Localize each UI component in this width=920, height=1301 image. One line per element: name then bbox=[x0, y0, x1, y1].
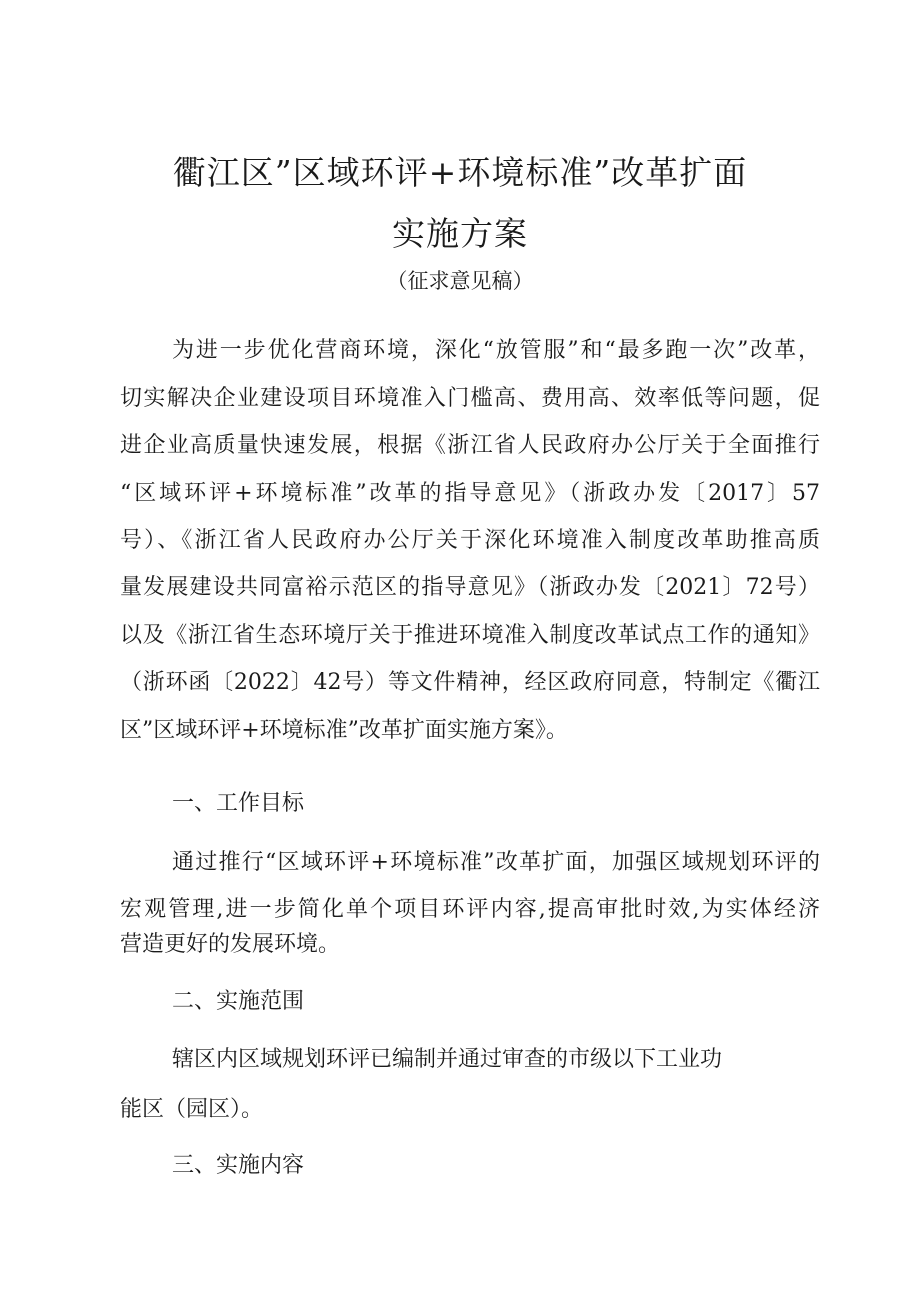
intro-line-8: （浙环函〔2022〕42号）等文件精神，经区政府同意，特制定《衢江 bbox=[120, 670, 820, 695]
intro-line-4: “区域环评+环境标准”改革的指导意见》（浙政办发〔2017〕57 bbox=[120, 481, 820, 506]
intro-line-9: 区”区域环评+环境标准”改革扩面实施方案》。 bbox=[120, 718, 568, 743]
intro-line-2: 切实解决企业建设项目环境准入门槛高、费用高、效率低等问题，促 bbox=[120, 386, 820, 411]
intro-line-6: 量发展建设共同富裕示范区的指导意见》（浙政办发〔2021〕72号） bbox=[120, 575, 820, 600]
document-subtitle: （征求意见稿） bbox=[386, 269, 534, 293]
document-title-line-1: 衢江区”区域环评+环境标准”改革扩面 bbox=[172, 153, 748, 192]
section-2-line-1: 辖区内区域规划环评已编制并通过审查的市级以下工业功 bbox=[172, 1047, 723, 1072]
section-3-heading: 三、实施内容 bbox=[172, 1153, 305, 1178]
section-1-line-3: 营造更好的发展环境。 bbox=[120, 932, 341, 957]
document-title-line-2: 实施方案 bbox=[392, 214, 528, 253]
section-2-line-2: 能区（园区）。 bbox=[120, 1097, 264, 1122]
section-1-heading: 一、工作目标 bbox=[172, 791, 305, 816]
section-1-line-2: 宏观管理,进一步简化单个项目环评内容,提高审批时效,为实体经济 bbox=[120, 897, 820, 922]
intro-line-3: 进企业高质量快速发展，根据《浙江省人民政府办公厅关于全面推行 bbox=[120, 433, 820, 458]
intro-line-1: 为进一步优化营商环境，深化“放管服”和“最多跑一次”改革， bbox=[172, 338, 820, 363]
section-1-line-1: 通过推行“区域环评+环境标准”改革扩面，加强区域规划环评的 bbox=[172, 850, 820, 875]
intro-line-7: 以及《浙江省生态环境厅关于推进环境准入制度改革试点工作的通知》 bbox=[120, 623, 820, 648]
intro-line-5: 号）、《浙江省人民政府办公厅关于深化环境准入制度改革助推高质 bbox=[120, 528, 820, 553]
section-2-heading: 二、实施范围 bbox=[172, 989, 305, 1014]
